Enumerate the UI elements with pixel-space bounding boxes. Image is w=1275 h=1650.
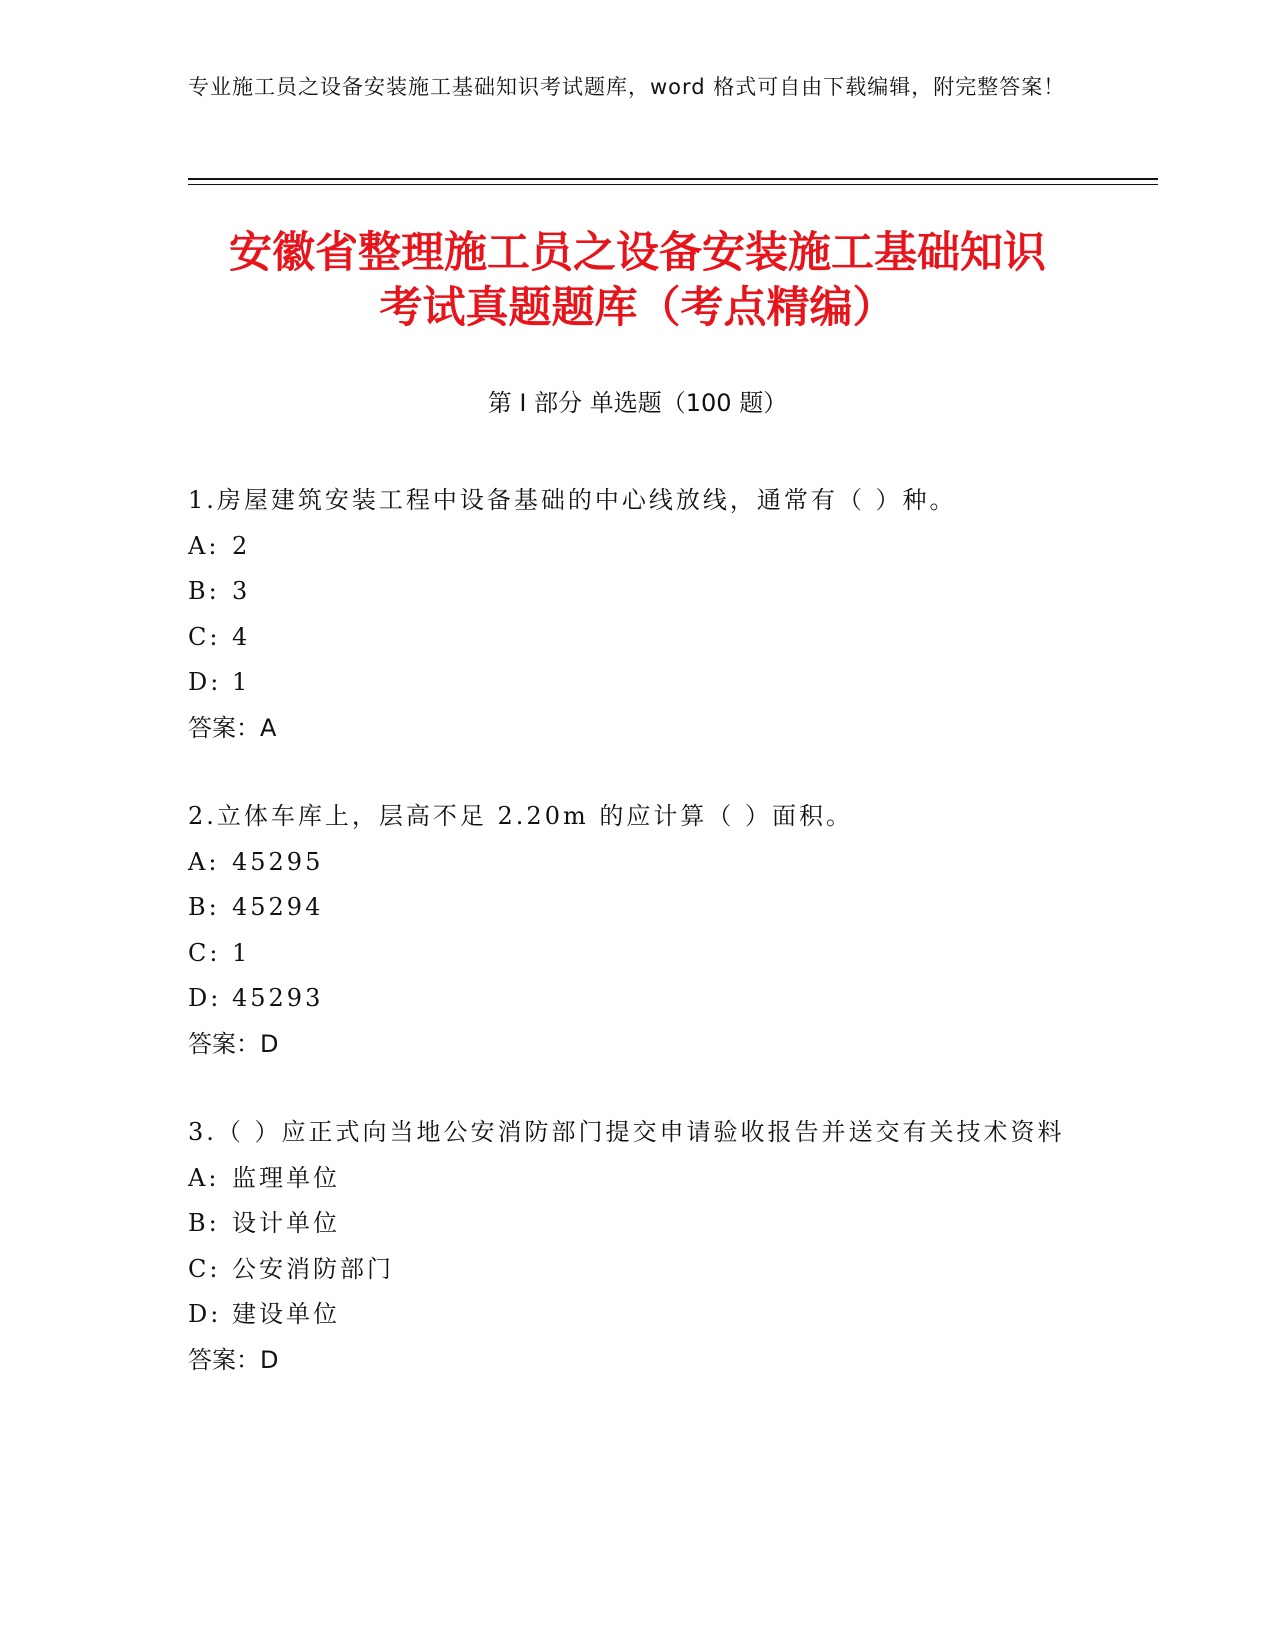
option-label: C: xyxy=(188,622,221,651)
option-text: 45294 xyxy=(232,893,324,921)
option-c xyxy=(188,615,1088,661)
option-label: B: xyxy=(188,1209,220,1237)
question-stem: 1.房屋建筑安装工程中设备基础的中心线放线，通常有（ ）种。 xyxy=(188,486,957,514)
option-d xyxy=(188,976,1088,1022)
option-d xyxy=(188,1292,1088,1338)
option-label: A: xyxy=(188,1163,220,1192)
option-label: C: xyxy=(188,1254,221,1283)
answer-line: 答案：D xyxy=(188,1345,279,1374)
option-text: 3 xyxy=(232,577,251,605)
answer-line: 答案：A xyxy=(188,713,277,742)
option-c xyxy=(188,1247,1088,1293)
option-text: 监理单位 xyxy=(232,1163,340,1192)
option-label: A: xyxy=(188,847,220,876)
option-a xyxy=(188,524,1088,570)
option-a xyxy=(188,1156,1088,1202)
document-title xyxy=(150,226,1125,336)
option-label: D: xyxy=(188,984,222,1012)
option-text: 2 xyxy=(232,531,251,560)
option-label: D: xyxy=(188,668,222,696)
header-note: 专业施工员之设备安装施工基础知识考试题库，word 格式可自由下载编辑，附完整答案！ xyxy=(188,75,1066,99)
title-line-2: 考试真题题库（考点精编） xyxy=(379,283,896,333)
option-text: 设计单位 xyxy=(232,1209,340,1237)
answer-line: 答案：D xyxy=(188,1029,279,1058)
option-label: A: xyxy=(188,531,220,560)
question-3 xyxy=(188,1110,1088,1383)
header-rule-thin xyxy=(188,184,1158,185)
option-label: B: xyxy=(188,577,220,605)
option-d xyxy=(188,660,1088,706)
option-text: 公安消防部门 xyxy=(232,1254,394,1283)
question-1 xyxy=(188,478,1088,751)
title-line-1: 安徽省整理施工员之设备安装施工基础知识 xyxy=(229,228,1046,278)
section-heading: 第 I 部分 单选题（100 题） xyxy=(487,389,788,417)
option-text: 1 xyxy=(232,668,251,696)
option-b xyxy=(188,885,1088,931)
question-2 xyxy=(188,794,1088,1067)
question-stem: 2.立体车库上，层高不足 2.20m 的应计算（ ）面积。 xyxy=(188,802,853,830)
option-text: 4 xyxy=(232,622,251,651)
question-stem: 3.（ ）应正式向当地公安消防部门提交申请验收报告并送交有关技术资料 xyxy=(188,1118,1065,1146)
question-list xyxy=(188,478,1088,1426)
option-b xyxy=(188,569,1088,615)
option-b xyxy=(188,1201,1088,1247)
option-text: 45293 xyxy=(232,984,324,1012)
header-rule-thick xyxy=(188,178,1158,180)
option-text: 45295 xyxy=(232,847,324,876)
option-a xyxy=(188,840,1088,886)
option-text: 1 xyxy=(232,938,251,967)
option-c xyxy=(188,931,1088,977)
option-text: 建设单位 xyxy=(232,1300,340,1328)
option-label: D: xyxy=(188,1300,222,1328)
option-label: C: xyxy=(188,938,221,967)
option-label: B: xyxy=(188,893,220,921)
